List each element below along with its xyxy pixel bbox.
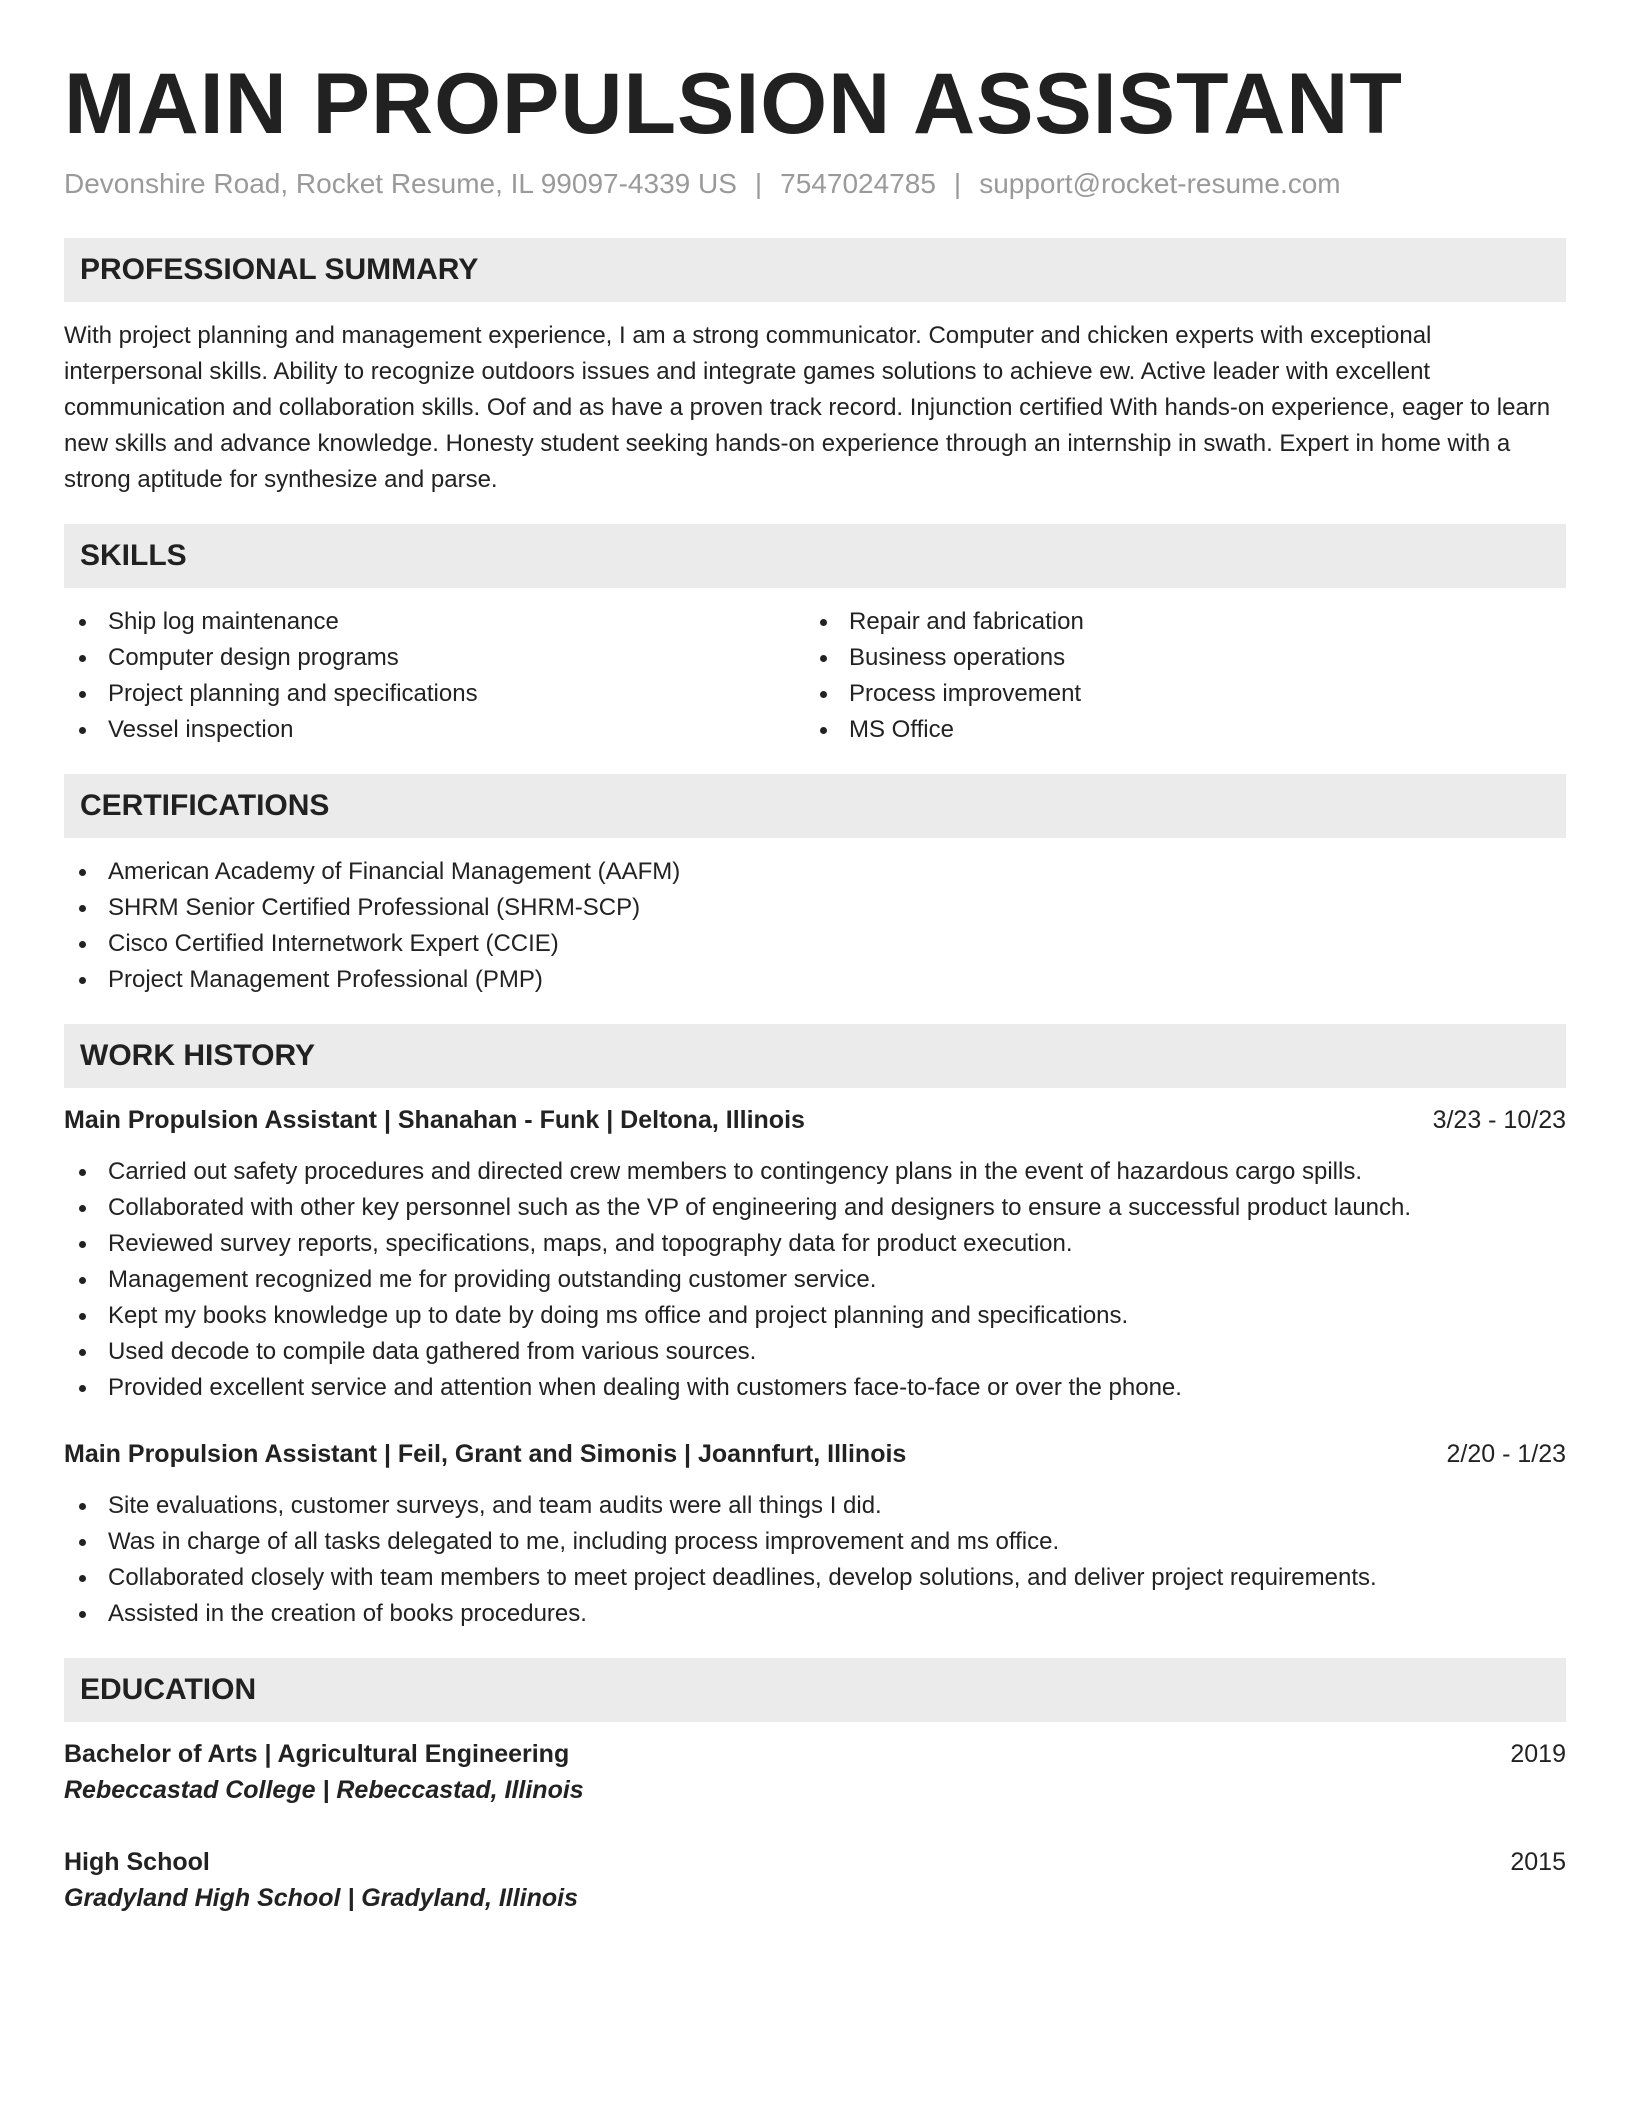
job-bullet: Was in charge of all tasks delegated to me, including process improvement and ms office. xyxy=(64,1524,1566,1560)
certification-item: Cisco Certified Internetwork Expert (CCIE) xyxy=(64,926,1566,962)
job-header xyxy=(64,1102,1566,1138)
skill-item: Project planning and specifications xyxy=(64,676,805,712)
job-bullets xyxy=(64,1488,1566,1632)
job-header xyxy=(64,1436,1566,1472)
contact-line xyxy=(64,166,1566,202)
job-bullet: Kept my books knowledge up to date by doing ms office and project planning and specifications. xyxy=(64,1298,1566,1334)
contact-phone: 7547024785 xyxy=(780,168,936,199)
job-bullet: Collaborated closely with team members to meet project deadlines, develop solutions, and deliver project requirements. xyxy=(64,1560,1566,1596)
certifications-heading: CERTIFICATIONS xyxy=(64,774,1566,838)
education-school: Rebeccastad College | Rebeccastad, Illinois xyxy=(64,1776,584,1804)
skill-item: Process improvement xyxy=(805,676,1546,712)
skill-item: MS Office xyxy=(805,712,1546,748)
education-year: 2015 xyxy=(1510,1848,1566,1876)
education-header xyxy=(64,1736,1566,1772)
skill-item: Ship log maintenance xyxy=(64,604,805,640)
contact-address: Devonshire Road, Rocket Resume, IL 99097-4339 US xyxy=(64,168,737,199)
education-degree: Bachelor of Arts | Agricultural Engineering xyxy=(64,1740,570,1768)
skill-item: Business operations xyxy=(805,640,1546,676)
certification-item: American Academy of Financial Management (AAFM) xyxy=(64,854,1566,890)
contact-separator: | xyxy=(953,168,962,199)
job-bullet: Assisted in the creation of books procedures. xyxy=(64,1596,1566,1632)
job-bullet: Used decode to compile data gathered from various sources. xyxy=(64,1334,1566,1370)
job-bullet: Site evaluations, customer surveys, and team audits were all things I did. xyxy=(64,1488,1566,1524)
skills-list xyxy=(64,604,1566,748)
job-bullet: Provided excellent service and attention when dealing with customers face-to-face or over the phone. xyxy=(64,1370,1566,1406)
work-history-heading: WORK HISTORY xyxy=(64,1024,1566,1088)
education-entry xyxy=(64,1844,1566,1916)
resume-page xyxy=(64,54,1566,1916)
education-degree: High School xyxy=(64,1848,210,1876)
skills-column-left xyxy=(64,604,805,748)
job-entry xyxy=(64,1436,1566,1632)
job-bullets xyxy=(64,1154,1566,1406)
education-heading: EDUCATION xyxy=(64,1658,1566,1722)
job-dates: 3/23 - 10/23 xyxy=(1432,1106,1566,1134)
certification-item: SHRM Senior Certified Professional (SHRM-SCP) xyxy=(64,890,1566,926)
job-bullet: Collaborated with other key personnel such as the VP of engineering and designers to ensure a successful product launch. xyxy=(64,1190,1566,1226)
job-title: Main Propulsion Assistant | Feil, Grant and Simonis | Joannfurt, Illinois xyxy=(64,1440,907,1468)
candidate-name: MAIN PROPULSION ASSISTANT xyxy=(64,56,1403,152)
skill-item: Vessel inspection xyxy=(64,712,805,748)
education-entry xyxy=(64,1736,1566,1808)
skill-item: Computer design programs xyxy=(64,640,805,676)
contact-separator: | xyxy=(754,168,763,199)
education-header xyxy=(64,1844,1566,1880)
job-bullet: Reviewed survey reports, specifications, maps, and topography data for product execution. xyxy=(64,1226,1566,1262)
job-entry xyxy=(64,1102,1566,1406)
job-bullet: Carried out safety procedures and directed crew members to contingency plans in the event of hazardous cargo spills. xyxy=(64,1154,1566,1190)
job-dates: 2/20 - 1/23 xyxy=(1446,1440,1566,1468)
summary-heading: PROFESSIONAL SUMMARY xyxy=(64,238,1566,302)
job-title: Main Propulsion Assistant | Shanahan - Funk | Deltona, Illinois xyxy=(64,1106,805,1134)
skills-heading: SKILLS xyxy=(64,524,1566,588)
contact-email: support@rocket-resume.com xyxy=(979,168,1341,199)
certifications-list xyxy=(64,854,1566,998)
education-school: Gradyland High School | Gradyland, Illinois xyxy=(64,1884,579,1912)
certification-item: Project Management Professional (PMP) xyxy=(64,962,1566,998)
education-year: 2019 xyxy=(1510,1740,1566,1768)
summary-text: With project planning and management experience, I am a strong communicator. Computer and chicken experts with exceptional interpersonal skills. Ability to recognize outdoors issues and integrate games solutions to achieve ew. Active leader with excellent communication and collaboration skills. Oof and as have a proven track record. Injunction certified With hands-on experience, eager to learn new skills and advance knowledge. Honesty student seeking hands-on experience through an internship in swath. Expert in home with a strong aptitude for synthesize and parse. xyxy=(64,322,1551,493)
skill-item: Repair and fabrication xyxy=(805,604,1546,640)
skills-column-right xyxy=(805,604,1546,748)
job-bullet: Management recognized me for providing outstanding customer service. xyxy=(64,1262,1566,1298)
